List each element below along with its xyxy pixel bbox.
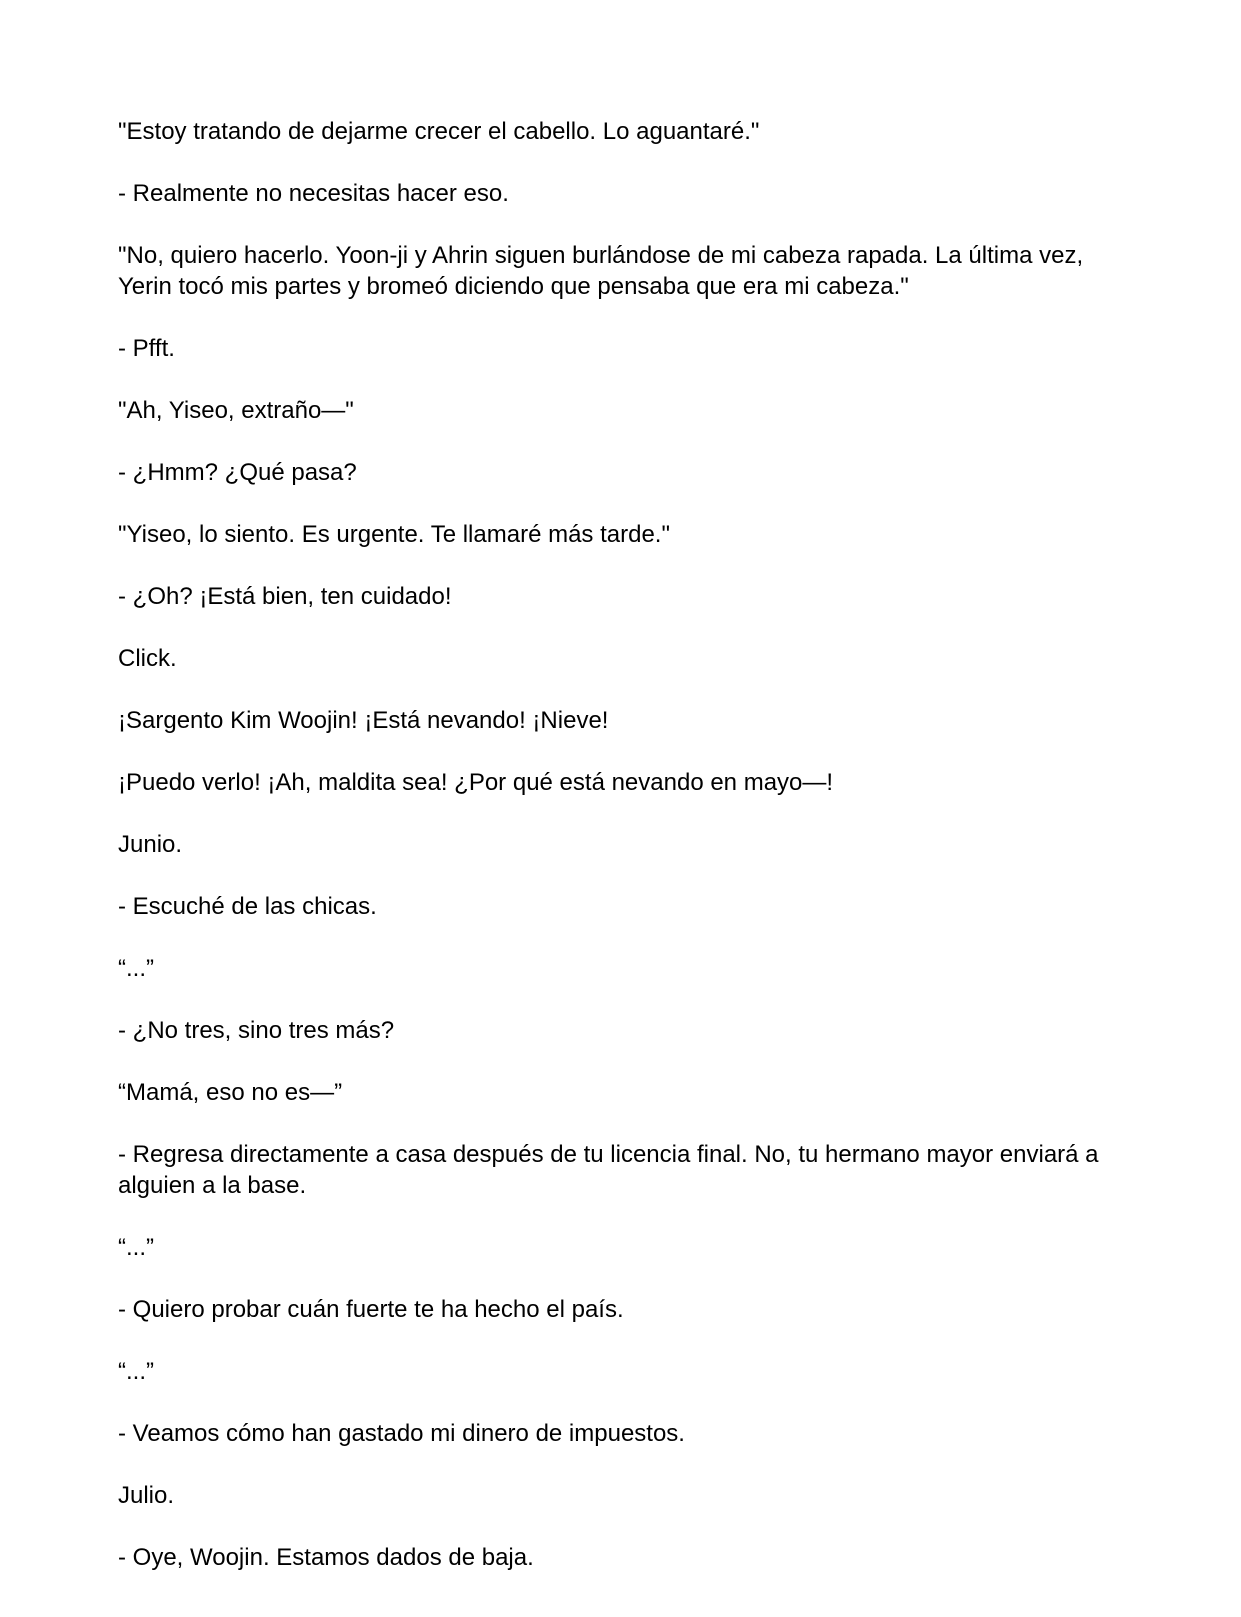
paragraph: - ¿Oh? ¡Está bien, ten cuidado!	[118, 583, 452, 610]
paragraph: “...”	[118, 955, 154, 982]
paragraph: - Oye, Woojin. Estamos dados de baja.	[118, 1544, 534, 1571]
paragraph: - Pfft.	[118, 335, 175, 362]
paragraph: - Veamos cómo han gastado mi dinero de impuestos.	[118, 1420, 685, 1447]
paragraph: ¡Sargento Kim Woojin! ¡Está nevando! ¡Nieve!	[118, 707, 609, 734]
paragraph: Click.	[118, 645, 177, 672]
paragraph: "No, quiero hacerlo. Yoon-ji y Ahrin siguen burlándose de mi cabeza rapada. La última vez, Yerin tocó mis partes y bromeó diciendo que pensaba que era mi cabeza."	[118, 242, 1084, 300]
paragraph: - Quiero probar cuán fuerte te ha hecho el país.	[118, 1296, 624, 1323]
paragraph: "Estoy tratando de dejarme crecer el cabello. Lo aguantaré."	[118, 118, 760, 145]
paragraph: Junio.	[118, 831, 183, 858]
paragraph: “...”	[118, 1234, 154, 1261]
paragraph: "Ah, Yiseo, extraño—"	[118, 397, 354, 424]
document-body	[118, 116, 1128, 1604]
paragraph: - Realmente no necesitas hacer eso.	[118, 180, 509, 207]
paragraph: ¡Puedo verlo! ¡Ah, maldita sea! ¿Por qué está nevando en mayo—!	[118, 769, 834, 796]
paragraph: “Mamá, eso no es—”	[118, 1079, 343, 1106]
paragraph: - Regresa directamente a casa después de tu licencia final. No, tu hermano mayor enviará a alguien a la base.	[118, 1141, 1099, 1199]
paragraph: - ¿No tres, sino tres más?	[118, 1017, 395, 1044]
paragraph: Julio.	[118, 1482, 175, 1509]
paragraph: “...”	[118, 1358, 154, 1385]
paragraph: - Escuché de las chicas.	[118, 893, 377, 920]
paragraph: - ¿Hmm? ¿Qué pasa?	[118, 459, 357, 486]
paragraph: "Yiseo, lo siento. Es urgente. Te llamaré más tarde."	[118, 521, 670, 548]
